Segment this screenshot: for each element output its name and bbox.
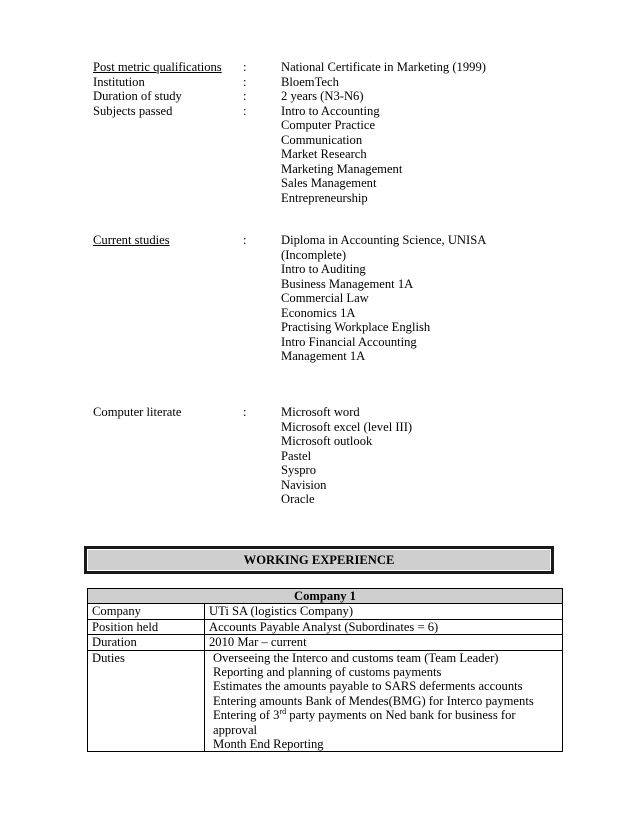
subject-item: Market Research <box>281 147 367 161</box>
institution-label: Institution <box>93 74 145 89</box>
separator: : <box>243 89 247 103</box>
institution-value: BloemTech <box>281 74 339 89</box>
qualifications-value: National Certificate in Marketing (1999) <box>281 60 486 74</box>
software-item: Microsoft excel (level III) <box>281 419 413 434</box>
current-studies-label: Current studies <box>93 233 170 247</box>
duties-label: Duties <box>88 650 205 752</box>
duty-item <box>209 708 562 722</box>
subject-item: Communication <box>281 132 363 147</box>
subject-item: Entrepreneurship <box>281 190 368 205</box>
duties-list <box>205 650 563 752</box>
duty-text: party payments on Ned bank for business for <box>286 708 516 723</box>
working-experience-banner-inner <box>87 549 551 571</box>
company-title-row <box>88 589 563 604</box>
company-value: UTi SA (logistics Company) <box>205 604 563 619</box>
separator: : <box>243 60 247 74</box>
duty-text: Entering of 3 <box>213 708 280 723</box>
duty-item: Entering amounts Bank of Mendes(BMG) for Interco payments <box>213 693 534 708</box>
duration-value: 2010 Mar – current <box>205 635 563 650</box>
software-item: Syspro <box>281 463 316 477</box>
software-item: Microsoft outlook <box>281 434 373 448</box>
software-item: Navision <box>281 477 327 492</box>
position-label: Position held <box>88 619 205 634</box>
duty-item: approval <box>213 722 258 737</box>
company-title: Company 1 <box>88 589 563 604</box>
study-item: Diploma in Accounting Science, UNISA <box>281 233 487 247</box>
software-item: Pastel <box>281 448 312 463</box>
duty-item: Month End Reporting <box>213 737 324 752</box>
duty-item: Reporting and planning of customs payments <box>213 665 442 680</box>
study-item: Business Management 1A <box>281 276 414 291</box>
working-experience-banner <box>84 546 554 574</box>
software-item: Oracle <box>281 492 315 506</box>
subject-item: Sales Management <box>281 176 377 190</box>
subject-item: Computer Practice <box>281 118 376 132</box>
duration-of-study-value: 2 years (N3-N6) <box>281 89 364 103</box>
table-row <box>88 635 563 650</box>
qualifications-label: Post metric qualifications <box>93 60 222 74</box>
subject-item: Marketing Management <box>281 161 403 176</box>
subject-item: Intro to Accounting <box>281 103 380 118</box>
duration-of-study-label: Duration of study <box>93 89 182 103</box>
study-item: Economics 1A <box>281 305 356 320</box>
working-experience-heading: WORKING EXPERIENCE <box>243 552 395 567</box>
duration-label: Duration <box>88 635 205 650</box>
table-row <box>88 619 563 634</box>
separator: : <box>243 74 247 89</box>
duty-superscript: rd <box>279 707 287 717</box>
table-row <box>88 650 563 752</box>
separator: : <box>243 103 247 118</box>
study-item: Practising Workplace English <box>281 320 431 334</box>
study-item: Intro Financial Accounting <box>281 334 417 349</box>
software-item: Microsoft word <box>281 405 360 419</box>
company-table <box>87 588 563 752</box>
study-item: Management 1A <box>281 349 366 363</box>
separator: : <box>243 233 247 247</box>
table-row <box>88 604 563 619</box>
duty-item: Estimates the amounts payable to SARS deferments accounts <box>213 679 523 694</box>
subjects-passed-label: Subjects passed <box>93 103 173 118</box>
duty-item: Overseeing the Interco and customs team (Team Leader) <box>213 650 499 665</box>
company-label: Company <box>88 604 205 619</box>
separator: : <box>243 405 247 419</box>
position-value: Accounts Payable Analyst (Subordinates = 6) <box>205 619 563 634</box>
computer-literate-label: Computer literate <box>93 405 182 419</box>
study-item: Intro to Auditing <box>281 262 366 276</box>
study-item: (Incomplete) <box>281 247 347 262</box>
study-item: Commercial Law <box>281 291 369 305</box>
